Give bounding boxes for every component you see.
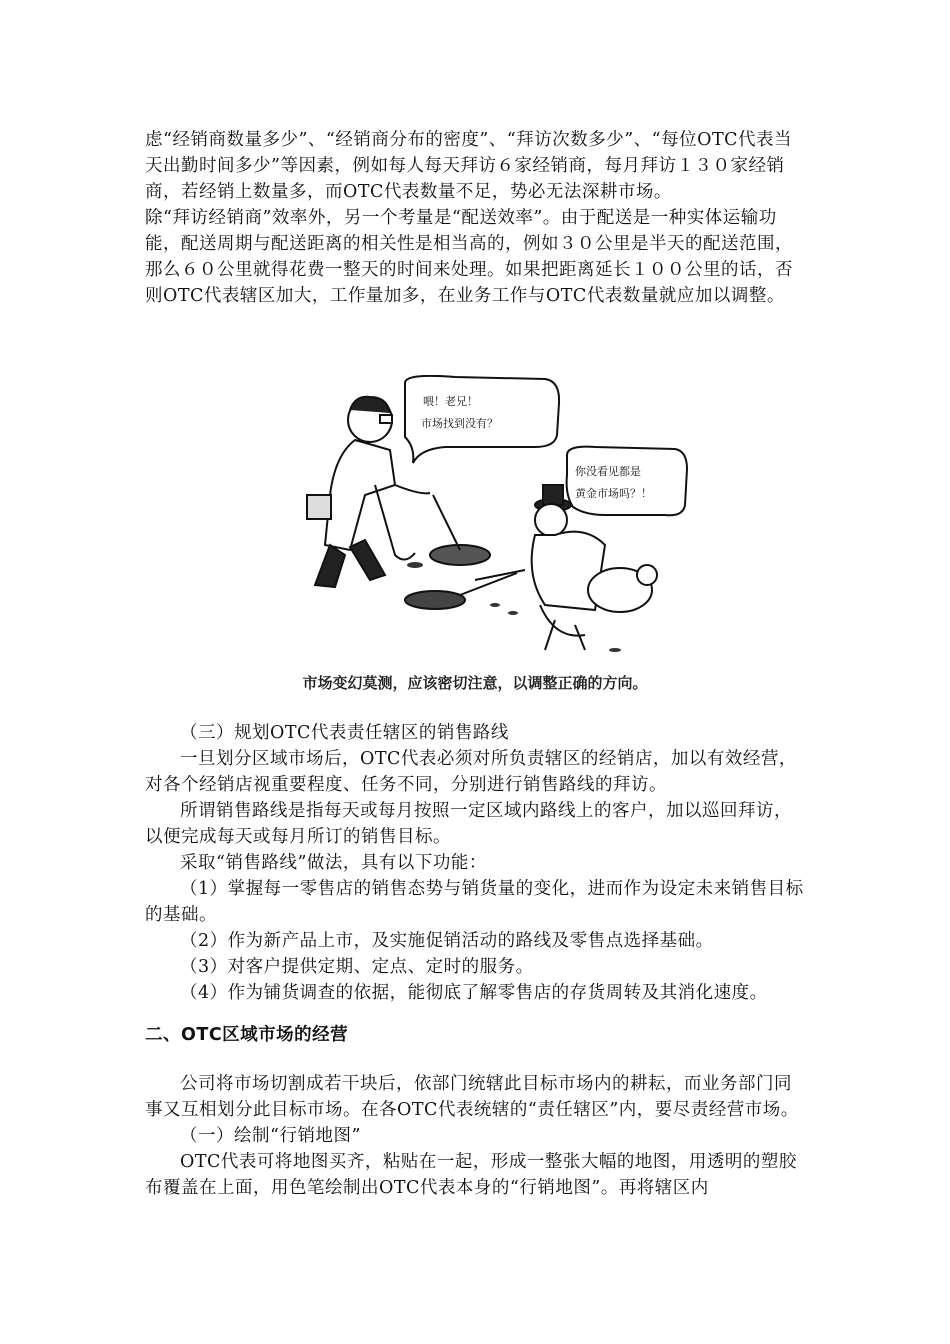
subsection-title: （一）绘制“行销地图”	[180, 1126, 361, 1146]
list-item: （1）掌握每一零售店的销售态势与销货量的变化，进而作为设定未来销售目标的基础。	[145, 879, 804, 925]
section-title: （三）规划OTC代表责任辖区的销售路线	[180, 723, 509, 743]
part2-heading: 二、OTC区域市场的经营	[145, 1025, 349, 1045]
top-text	[145, 127, 807, 309]
paragraph: 除“拜访经销商”效率外，另一个考量是“配送效率”。由于配送是一种实体运输功能，配送周期与配送距离的相关性是相当高的，例如３０公里是半天的配送范围，那么６０公里就得花费一整天的时间来处理。如果把距离延长１００公里的话，否则OTC代表辖区加大，工作量加多，在业务工作与OTC代表数量就应加以调整。	[145, 208, 793, 306]
paragraph: OTC代表可将地图买齐，粘贴在一起，形成一整张大幅的地图，用透明的塑胶布覆盖在上面，用色笔绘制出OTC代表本身的“行销地图”。再将辖区内	[145, 1152, 797, 1198]
list-item: （3）对客户提供定期、定点、定时的服务。	[180, 957, 534, 977]
paragraph: 一旦划分区域市场后，OTC代表必须对所负责辖区的经销店，加以有效经营，对各个经销店视重要程度、任务不同，分别进行销售路线的拜访。	[145, 749, 797, 795]
paragraph: 采取“销售路线”做法，具有以下功能：	[180, 853, 487, 873]
speech-bubble-right	[567, 447, 687, 516]
bubble-right-line2: 黄金市场吗？！	[575, 487, 652, 500]
bubble-left-line1: 喂！老兄！	[423, 395, 478, 408]
figure-caption: 市场变幻莫测，应该密切注意，以调整正确的方向。	[302, 674, 648, 692]
cartoon-drawing	[255, 375, 695, 665]
paragraph: 公司将市场切割成若干块后，依部门统辖此目标市场内的耕耘，而业务部门同事又互相划分此目标市场。在各OTC代表统辖的“责任辖区”内，要尽责经营市场。	[145, 1074, 799, 1120]
part2-body	[145, 1071, 807, 1201]
cartoon-illustration	[255, 375, 695, 665]
bubble-right-line1: 你没看见都是	[575, 465, 641, 478]
paragraph: 所谓销售路线是指每天或每月按照一定区域内路线上的客户，加以巡回拜访，以便完成每天或每月所订的销售目标。	[145, 801, 792, 847]
section-3	[145, 720, 807, 1006]
bubble-left-line2: 市场找到没有？	[421, 417, 498, 430]
paragraph: 虑“经销商数量多少”、“经销商分布的密度”、“拜访次数多少”、“每位OTC代表当天出勤时间多少”等因素，例如每人每天拜访６家经销商，每月拜访１３０家经销商，若经销上数量多，而OTC代表数量不足，势必无法深耕市场。	[145, 130, 793, 202]
list-item: （4）作为铺货调查的依据，能彻底了解零售店的存货周转及其消化速度。	[180, 983, 768, 1003]
list-item: （2）作为新产品上市，及实施促销活动的路线及零售点选择基础。	[180, 931, 714, 951]
